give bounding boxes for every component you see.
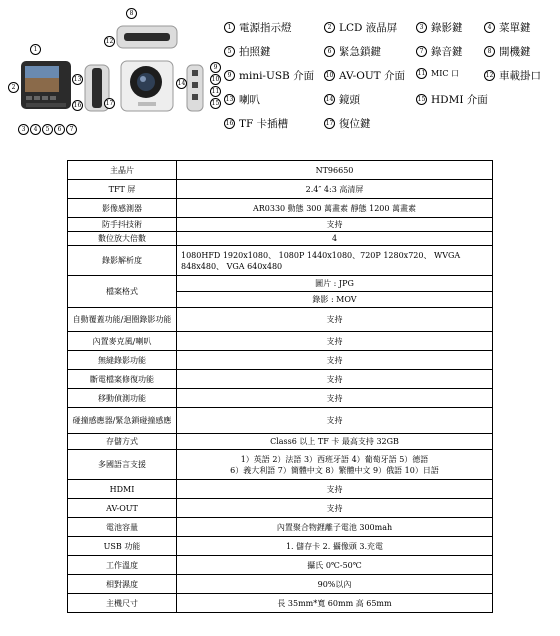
spec-value: 1. 儲存卡 2. 攝像頭 3.充電 <box>177 537 493 556</box>
callout-7: 7 <box>66 124 77 135</box>
legend-number: 15 <box>417 96 426 103</box>
spec-value-group <box>177 450 493 480</box>
callout-3: 3 <box>18 124 29 135</box>
spec-row-av-out <box>68 499 493 518</box>
legend-number: 9 <box>224 70 235 81</box>
spec-value: 2.4″ 4:3 高清屏 <box>177 180 493 199</box>
legend-label: 錄影鍵 <box>431 22 463 34</box>
legend-number: 11 <box>417 70 426 77</box>
callout-15: 15 <box>211 100 220 107</box>
spec-key: 主晶片 <box>68 161 177 180</box>
spec-row-loop-recording <box>68 308 493 332</box>
callout-1: 1 <box>30 44 41 55</box>
spec-value: 1080HFD 1920x1080、 1080P 1440x1080、720P 1280x720、 WVGA 848x480、 VGA 640x480 <box>177 246 493 276</box>
spec-value: 內置聚合物鋰離子電池 300mah <box>177 518 493 537</box>
spec-key: 碰撞感應器/緊急鎖碰撞感應 <box>68 408 177 434</box>
spec-value: NT96650 <box>177 161 493 180</box>
legend-item <box>324 116 371 131</box>
legend-label: 車載掛口 <box>499 70 541 82</box>
spec-value: AR0330 動態 300 萬畫素 靜態 1200 萬畫素 <box>177 199 493 218</box>
legend-label: 菜單鍵 <box>499 22 531 34</box>
spec-key: 防手抖技術 <box>68 218 177 232</box>
legend-label: TF 卡插槽 <box>239 118 289 130</box>
legend-item <box>484 44 531 59</box>
spec-row-battery <box>68 518 493 537</box>
legend-label: 開機鍵 <box>499 46 531 58</box>
legend-item <box>224 68 314 83</box>
legend-item <box>224 44 271 59</box>
legend-number: 4 <box>484 22 495 33</box>
spec-key: 自動覆蓋功能/迴圈錄影功能 <box>68 308 177 332</box>
legend-label: LCD 液晶屏 <box>339 22 398 34</box>
spec-value-line: 6）義大利語 7）簡體中文 8）繁體中文 9）俄語 10）日語 <box>230 465 439 475</box>
spec-row-chip <box>68 161 493 180</box>
legend-item <box>416 44 463 59</box>
spec-value: 支持 <box>177 308 493 332</box>
diagram-legend <box>224 20 560 140</box>
callout-16: 16 <box>73 102 82 109</box>
spec-key: 存儲方式 <box>68 434 177 450</box>
spec-row-motion-detect <box>68 389 493 408</box>
spec-value: 長 35mm*寬 60mm 高 65mm <box>177 594 493 613</box>
spec-row-stabilization <box>68 218 493 232</box>
legend-label: 喇叭 <box>239 94 260 106</box>
spec-row-resolution <box>68 246 493 276</box>
legend-item <box>484 68 541 83</box>
spec-value: 支持 <box>177 408 493 434</box>
callout-9: 9 <box>210 62 221 73</box>
spec-key: 電池容量 <box>68 518 177 537</box>
device-top-view <box>116 24 178 50</box>
spec-value: Class6 以上 TF 卡 最高支持 32GB <box>177 434 493 450</box>
legend-number: 14 <box>325 96 334 103</box>
spec-key: AV-OUT <box>68 499 177 518</box>
spec-key: 內置麥克風/喇叭 <box>68 332 177 351</box>
spec-row-temperature <box>68 556 493 575</box>
spec-value: 支持 <box>177 351 493 370</box>
legend-number: 3 <box>416 22 427 33</box>
callout-8: 8 <box>126 8 137 19</box>
legend-item <box>324 20 397 35</box>
legend-number: 2 <box>324 22 335 33</box>
legend-number: 5 <box>224 46 235 57</box>
spec-value-group <box>177 276 493 308</box>
device-side-view-right <box>186 64 204 112</box>
legend-label: 拍照鍵 <box>239 46 271 58</box>
legend-item <box>224 92 260 107</box>
spec-value-line: 1）英語 2）法語 3）西班牙語 4）葡萄牙語 5）德語 <box>240 454 429 464</box>
spec-value-video: 錄影 : MOV <box>312 295 357 304</box>
spec-row-tft <box>68 180 493 199</box>
spec-key: 多國語言支援 <box>68 450 177 480</box>
legend-label: mini-USB 介面 <box>239 70 315 82</box>
legend-label: 錄音鍵 <box>431 46 463 58</box>
spec-key: HDMI <box>68 480 177 499</box>
spec-value: 支持 <box>177 370 493 389</box>
spec-key: 檔案格式 <box>68 276 177 308</box>
spec-table <box>67 160 493 613</box>
spec-row-file-format <box>68 276 493 308</box>
legend-label: 復位鍵 <box>339 118 371 130</box>
spec-row-hdmi <box>68 480 493 499</box>
legend-number: 12 <box>485 72 494 79</box>
legend-item <box>416 20 463 35</box>
spec-row-languages <box>68 450 493 480</box>
spec-key: 無縫錄影功能 <box>68 351 177 370</box>
spec-row-g-sensor <box>68 408 493 434</box>
spec-key: USB 功能 <box>68 537 177 556</box>
device-back-view <box>20 58 72 118</box>
spec-row-seamless <box>68 351 493 370</box>
legend-label: HDMI 介面 <box>431 94 488 106</box>
callout-2: 2 <box>8 82 19 93</box>
spec-row-storage <box>68 434 493 450</box>
callout-10: 10 <box>211 76 220 83</box>
legend-item <box>416 68 459 79</box>
spec-value: 支持 <box>177 332 493 351</box>
callout-13: 13 <box>73 76 82 83</box>
legend-number: 7 <box>416 46 427 57</box>
legend-number: 6 <box>324 46 335 57</box>
legend-item <box>416 92 488 107</box>
spec-key: TFT 屏 <box>68 180 177 199</box>
legend-item <box>224 20 292 35</box>
callout-5: 5 <box>42 124 53 135</box>
legend-number: 1 <box>224 22 235 33</box>
device-front-view <box>120 60 174 112</box>
spec-key: 相對濕度 <box>68 575 177 594</box>
callout-17: 17 <box>105 100 114 107</box>
legend-label: MIC 口 <box>431 69 460 78</box>
spec-value: 支持 <box>177 389 493 408</box>
spec-row-usb <box>68 537 493 556</box>
spec-value: 支持 <box>177 499 493 518</box>
spec-key: 移動偵測功能 <box>68 389 177 408</box>
spec-key: 數位放大倍數 <box>68 232 177 246</box>
legend-label: AV-OUT 介面 <box>339 70 406 82</box>
legend-item <box>224 116 288 131</box>
callout-11: 11 <box>211 88 220 95</box>
spec-row-dimensions <box>68 594 493 613</box>
spec-row-sensor <box>68 199 493 218</box>
legend-item <box>324 44 381 59</box>
spec-value: 支持 <box>177 480 493 499</box>
legend-item <box>324 92 360 107</box>
legend-label: 鏡頭 <box>339 94 360 106</box>
spec-key: 斷電檔案修復功能 <box>68 370 177 389</box>
legend-item <box>484 20 531 35</box>
legend-label: 電源指示燈 <box>239 22 292 34</box>
spec-row-file-repair <box>68 370 493 389</box>
spec-key: 主機尺寸 <box>68 594 177 613</box>
spec-value: 4 <box>177 232 493 246</box>
spec-row-mic-speaker <box>68 332 493 351</box>
spec-value: 攝氏 0℃-50℃ <box>177 556 493 575</box>
callout-12: 12 <box>105 38 114 45</box>
legend-item <box>324 68 405 83</box>
callout-4: 4 <box>30 124 41 135</box>
legend-label: 緊急鎖鍵 <box>339 46 381 58</box>
spec-value-photo: 圖片 : JPG <box>177 276 492 292</box>
spec-value: 90%以內 <box>177 575 493 594</box>
legend-number: 16 <box>225 120 234 127</box>
legend-number: 8 <box>484 46 495 57</box>
callout-14: 14 <box>177 80 186 87</box>
spec-value: 支持 <box>177 218 493 232</box>
callout-6: 6 <box>54 124 65 135</box>
legend-number: 13 <box>225 96 234 103</box>
spec-key: 影像感測器 <box>68 199 177 218</box>
legend-number: 17 <box>325 120 334 127</box>
product-diagram <box>0 0 560 150</box>
spec-row-humidity <box>68 575 493 594</box>
spec-row-zoom <box>68 232 493 246</box>
legend-number: 10 <box>325 72 334 79</box>
spec-key: 工作溫度 <box>68 556 177 575</box>
spec-key: 錄影解析度 <box>68 246 177 276</box>
